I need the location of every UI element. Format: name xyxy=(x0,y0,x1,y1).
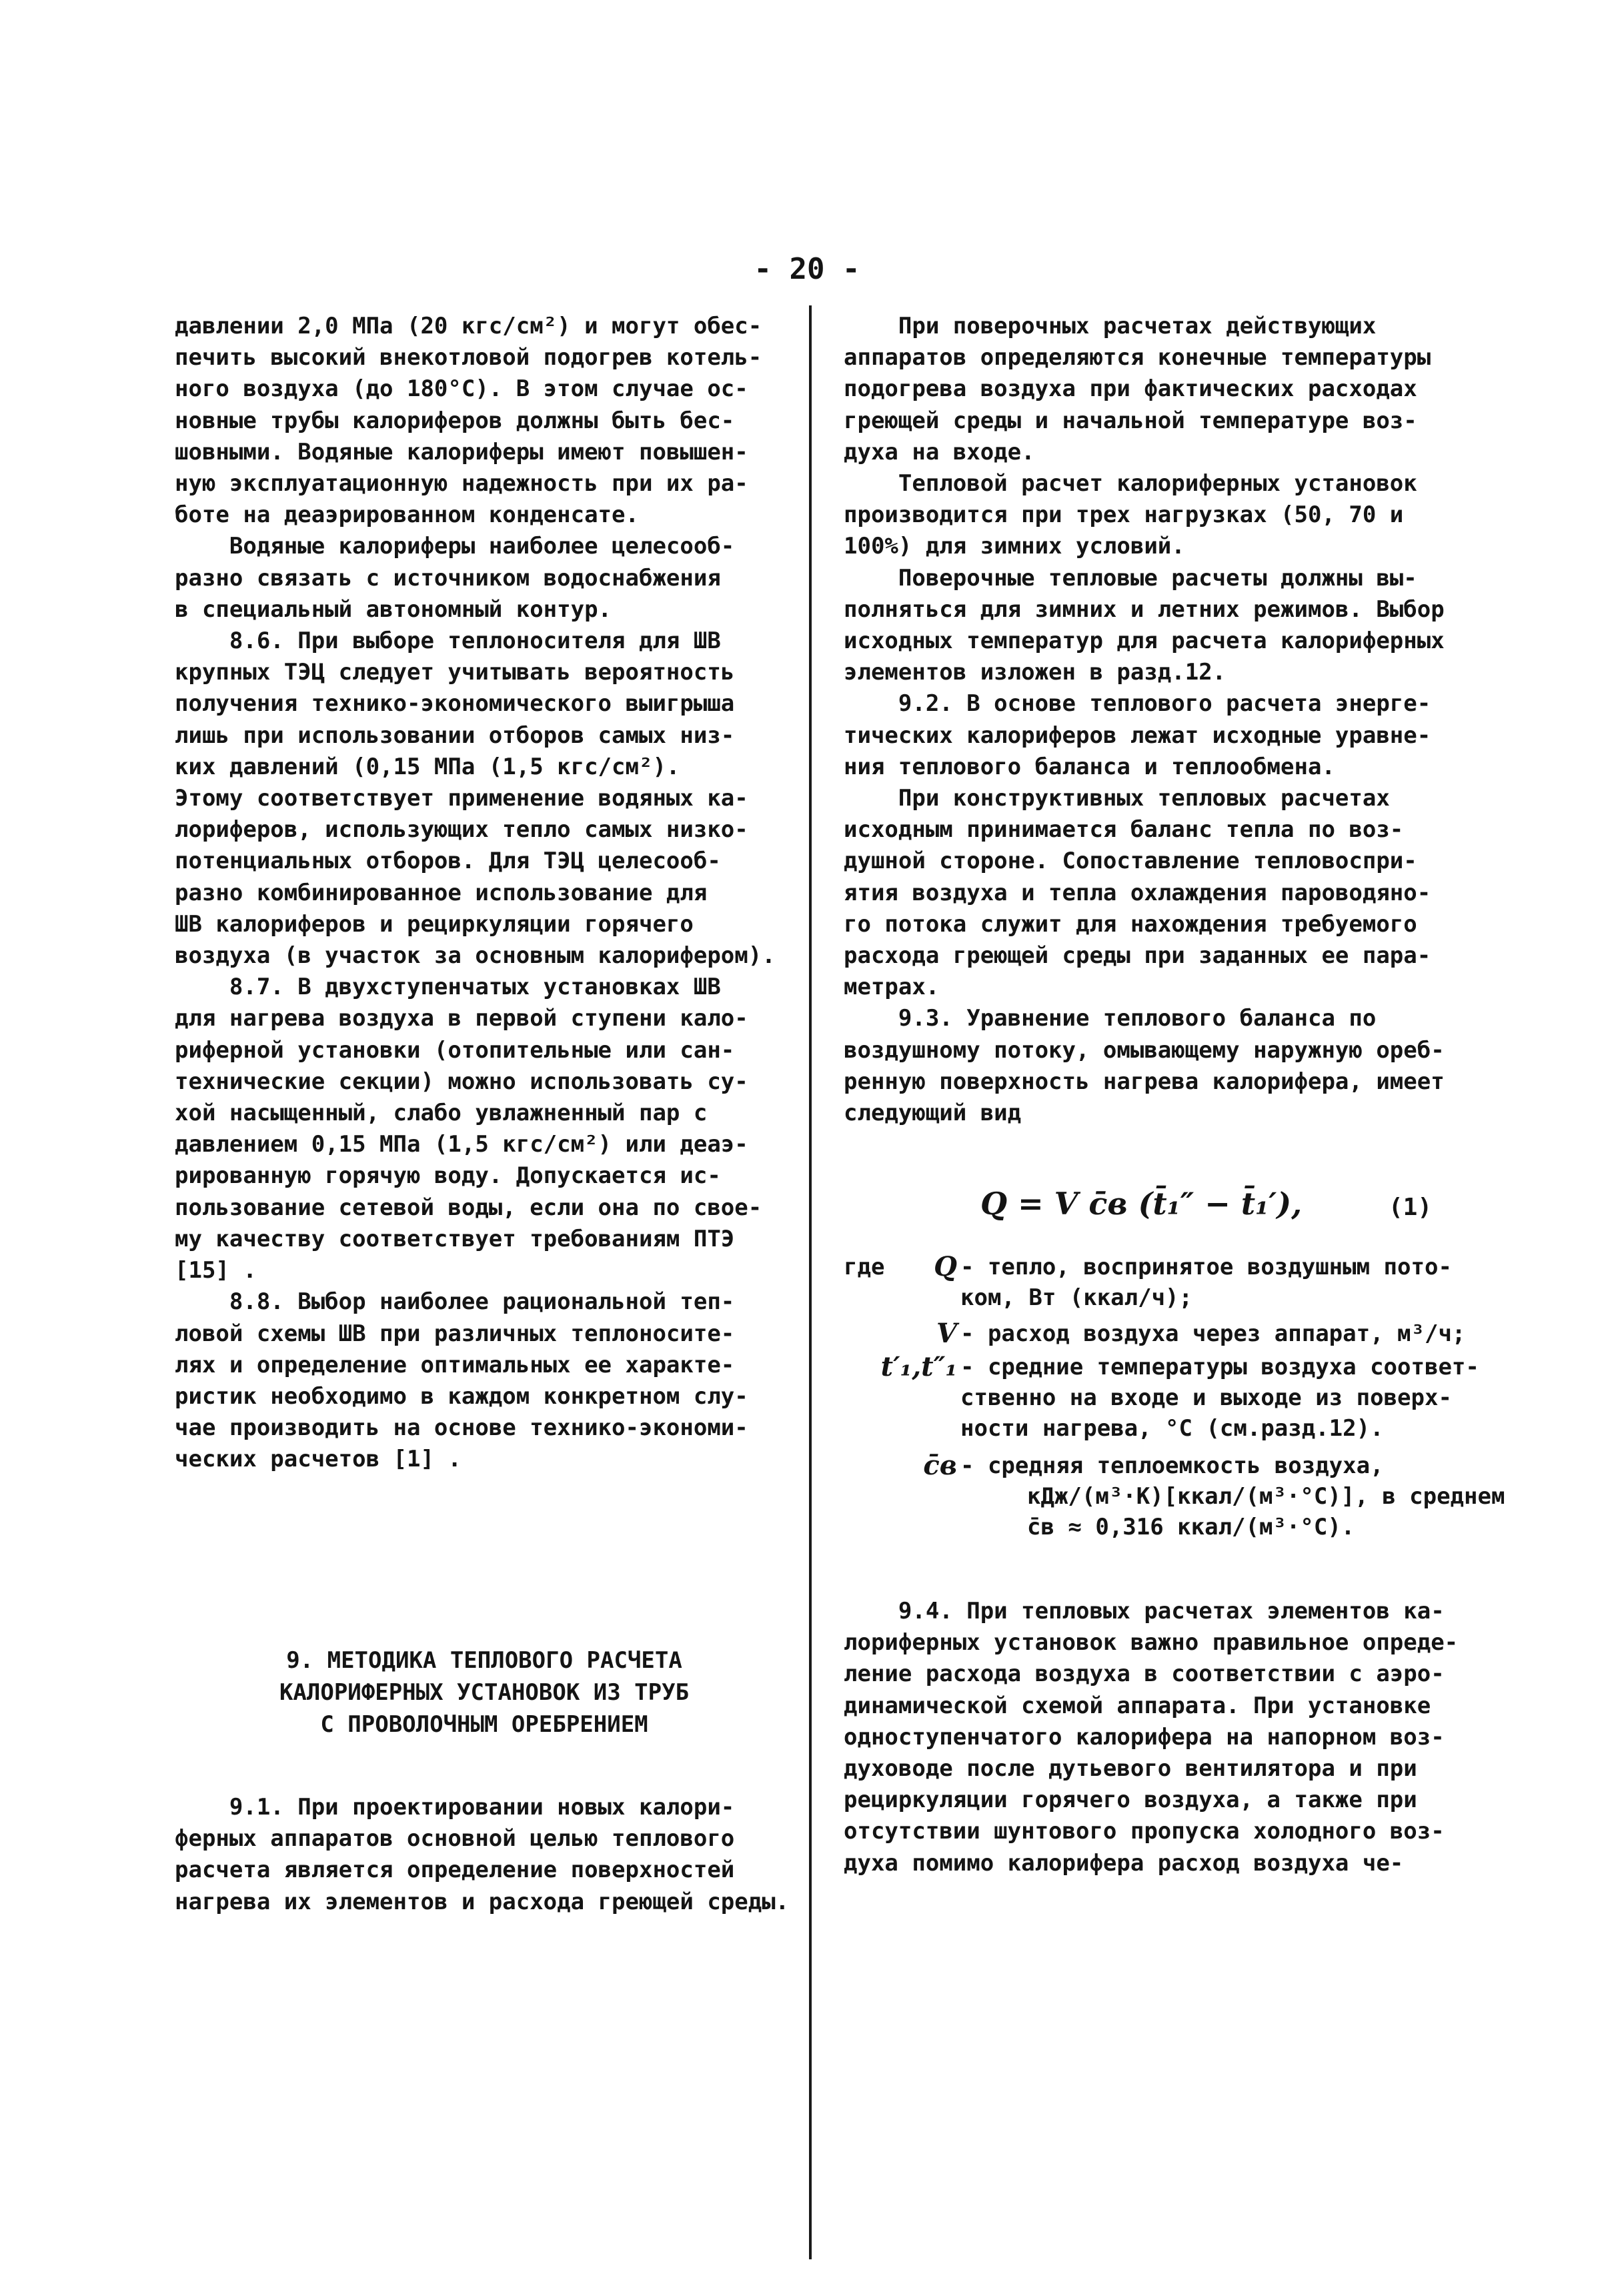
text-line: элементов изложен в разд.12. xyxy=(844,659,1227,686)
text-line: в специальный автономный контур. xyxy=(175,596,612,623)
text-line: духа помимо калорифера расход воздуха че- xyxy=(844,1849,1404,1877)
text-line: душной стороне. Сопоставление тепловоспри- xyxy=(844,848,1417,875)
text-line: разно связать с источником водоснабжения xyxy=(175,564,721,592)
text-line: аппаратов определяются конечные температуры xyxy=(844,344,1431,371)
text-line: крупных ТЭЦ следует учитывать вероятность xyxy=(175,659,735,686)
text-line: лишь при использовании отборов самых низ- xyxy=(175,722,735,749)
text-line: рированную горячую воду. Допускается ис- xyxy=(175,1162,721,1190)
text-line: получения технико-экономического выигрыша xyxy=(175,690,735,718)
text-line: подогрева воздуха при фактических расходах xyxy=(844,375,1417,403)
definition-line: ственно на входе и выходе из поверх- xyxy=(960,1384,1452,1411)
text-line: ристик необходимо в каждом конкретном слу- xyxy=(175,1382,748,1410)
heading-line: С ПРОВОЛОЧНЫМ ОРЕБРЕНИЕМ xyxy=(320,1711,648,1738)
page-number: - 20 - xyxy=(754,252,860,286)
heat-balance-equation: Q = V c̄в (t̄₁″ − t̄₁′), xyxy=(980,1186,1303,1222)
text-line: расхода греющей среды при заданных ее пара- xyxy=(844,942,1431,970)
text-line: чае производить на основе технико-экономи- xyxy=(175,1414,748,1442)
text-line: 9.1. При проектировании новых калори- xyxy=(175,1794,735,1821)
text-line: боте на деаэрированном конденсате. xyxy=(175,501,639,529)
right-column xyxy=(844,311,1484,1129)
text-line: При поверочных расчетах действующих xyxy=(844,313,1377,339)
text-line: 9.2. В основе теплового расчета энерге- xyxy=(844,690,1431,718)
text-line: разно комбинированное использование для xyxy=(175,879,708,906)
equation-number: (1) xyxy=(1389,1194,1433,1221)
text-line: лориферных установок важно правильное опреде- xyxy=(844,1629,1459,1656)
text-line: ШВ калориферов и рециркуляции горячего xyxy=(175,910,694,938)
text-line: духоводе после дутьевого вентилятора и при xyxy=(844,1755,1417,1783)
definition-line: - тепло, воспринятое воздушным пото- xyxy=(960,1254,1452,1280)
definition-v xyxy=(936,1318,1487,1349)
text-line: одноступенчатого калорифера на напорном воз- xyxy=(844,1723,1445,1751)
text-line: 100%) для зимних условий. xyxy=(844,533,1185,560)
definition-line: - средняя теплоемкость воздуха, xyxy=(960,1452,1384,1479)
definition-t xyxy=(880,1351,1487,1444)
text-line: Этому соответствует применение водяных ка- xyxy=(175,785,748,812)
where-label: где xyxy=(844,1254,885,1280)
heading-line: КАЛОРИФЕРНЫХ УСТАНОВОК ИЗ ТРУБ xyxy=(279,1679,690,1706)
definition-q xyxy=(934,1251,1487,1313)
text-line: ятия воздуха и тепла охлаждения пароводяно- xyxy=(844,879,1431,906)
text-line: исходных температур для расчета калориферных xyxy=(844,628,1445,655)
text-line: 8.8. Выбор наиболее рациональной теп- xyxy=(175,1288,735,1316)
text-line: му качеству соответствует требованиям ПТЭ xyxy=(175,1225,735,1252)
symbol-c: c̄в xyxy=(923,1450,957,1481)
text-line: динамической схемой аппарата. При установке xyxy=(844,1692,1431,1719)
definition-line: - средние температуры воздуха соответ- xyxy=(960,1354,1479,1380)
text-line: следующий вид xyxy=(844,1100,1022,1127)
text-line: ную эксплуатационную надежность при их ра- xyxy=(175,470,748,497)
text-line: Тепловой расчет калориферных установок xyxy=(844,470,1417,497)
text-line: ление расхода воздуха в соответствии с аэро- xyxy=(844,1660,1445,1688)
text-line: пользование сетевой воды, если она по свое- xyxy=(175,1194,762,1221)
text-line: ловой схемы ШВ при различных теплоносите- xyxy=(175,1320,735,1347)
symbol-v: V xyxy=(936,1318,957,1349)
text-line: печить высокий внекотловой подогрев котель- xyxy=(175,344,762,371)
text-line: [15] . xyxy=(175,1257,257,1284)
text-line: При конструктивных тепловых расчетах xyxy=(844,785,1390,812)
definition-line: - расход воздуха через аппарат, м³/ч; xyxy=(960,1320,1466,1347)
text-line: ренную поверхность нагрева калорифера, имеет xyxy=(844,1068,1445,1095)
text-line: 8.7. В двухступенчатых установках ШВ xyxy=(175,974,721,1001)
text-line: потенциальных отборов. Для ТЭЦ целесооб- xyxy=(175,848,721,875)
text-line: ферных аппаратов основной целью теплового xyxy=(175,1825,735,1853)
text-line: Водяные калориферы наиболее целесооб- xyxy=(175,533,735,560)
definition-line: c̄в ≈ 0,316 ккал/(м³·°С). xyxy=(1027,1514,1355,1540)
text-line: лях и определение оптимальных ее характе- xyxy=(175,1351,735,1378)
heading-line: 9. МЕТОДИКА ТЕПЛОВОГО РАСЧЕТА xyxy=(286,1647,682,1674)
text-line: для нагрева воздуха в первой ступени кало- xyxy=(175,1005,748,1032)
definition-c xyxy=(923,1450,1505,1542)
text-line: ческих расчетов [1] . xyxy=(175,1446,462,1473)
left-column xyxy=(175,311,794,1476)
section-9-4-paragraph xyxy=(844,1596,1484,1879)
text-line: метрах. xyxy=(844,974,940,1001)
text-line: рециркуляции горячего воздуха, а также при xyxy=(844,1787,1417,1814)
text-line: риферной установки (отопительные или сан- xyxy=(175,1036,735,1064)
text-line: Поверочные тепловые расчеты должны вы- xyxy=(844,564,1417,592)
symbol-t: t′₁,t″₁ xyxy=(880,1351,957,1382)
text-line: производится при трех нагрузках (50, 70 и xyxy=(844,501,1404,529)
text-line: греющей среды и начальной температуре воз- xyxy=(844,407,1417,434)
text-line: шовными. Водяные калориферы имеют повышен- xyxy=(175,438,748,465)
text-line: 8.6. При выборе теплоносителя для ШВ xyxy=(175,628,721,655)
text-line: полняться для зимних и летних режимов. Выбор xyxy=(844,596,1445,623)
text-line: нагрева их элементов и расхода греющей среды. xyxy=(175,1888,790,1915)
text-line: тических калориферов лежат исходные уравне- xyxy=(844,722,1431,749)
text-line: отсутствии шунтового пропуска холодного воз- xyxy=(844,1818,1445,1845)
text-line: новные трубы калориферов должны быть бес- xyxy=(175,407,735,434)
text-line: ного воздуха (до 180°С). В этом случае ос- xyxy=(175,375,748,403)
text-line: лориферов, использующих тепло самых низко- xyxy=(175,816,748,844)
text-line: 9.4. При тепловых расчетах элементов ка- xyxy=(844,1598,1445,1624)
section-9-1-paragraph xyxy=(175,1792,794,1918)
text-line: расчета является определение поверхностей xyxy=(175,1857,735,1884)
text-line: давлением 0,15 МПа (1,5 кгс/см²) или деаэ- xyxy=(175,1131,748,1158)
text-line: го потока служит для нахождения требуемого xyxy=(844,910,1417,938)
text-line: хой насыщенный, слабо увлажненный пар с xyxy=(175,1100,708,1127)
definition-line: ком, Вт (ккал/ч); xyxy=(960,1284,1192,1311)
text-line: технические секции) можно использовать су- xyxy=(175,1068,748,1095)
definition-line: ности нагрева, °С (см.разд.12). xyxy=(960,1415,1384,1442)
text-line: 9.3. Уравнение теплового баланса по xyxy=(844,1005,1377,1032)
section-9-heading xyxy=(175,1644,794,1741)
definition-line: кДж/(м³·К)[ккал/(м³·°С)], в среднем xyxy=(1027,1483,1505,1510)
text-line: воздушному потоку, омывающему наружную ореб- xyxy=(844,1036,1445,1064)
text-line: давлении 2,0 МПа (20 кгс/см²) и могут обес- xyxy=(175,313,762,339)
column-divider xyxy=(809,305,812,2259)
text-line: исходным принимается баланс тепла по воз- xyxy=(844,816,1404,844)
text-line: ния теплового баланса и теплообмена. xyxy=(844,753,1335,780)
text-line: воздуха (в участок за основным калорифером). xyxy=(175,942,776,970)
text-line: ких давлений (0,15 МПа (1,5 кгс/см²). xyxy=(175,753,680,780)
symbol-q: Q xyxy=(934,1251,957,1282)
text-line: духа на входе. xyxy=(844,438,1035,465)
